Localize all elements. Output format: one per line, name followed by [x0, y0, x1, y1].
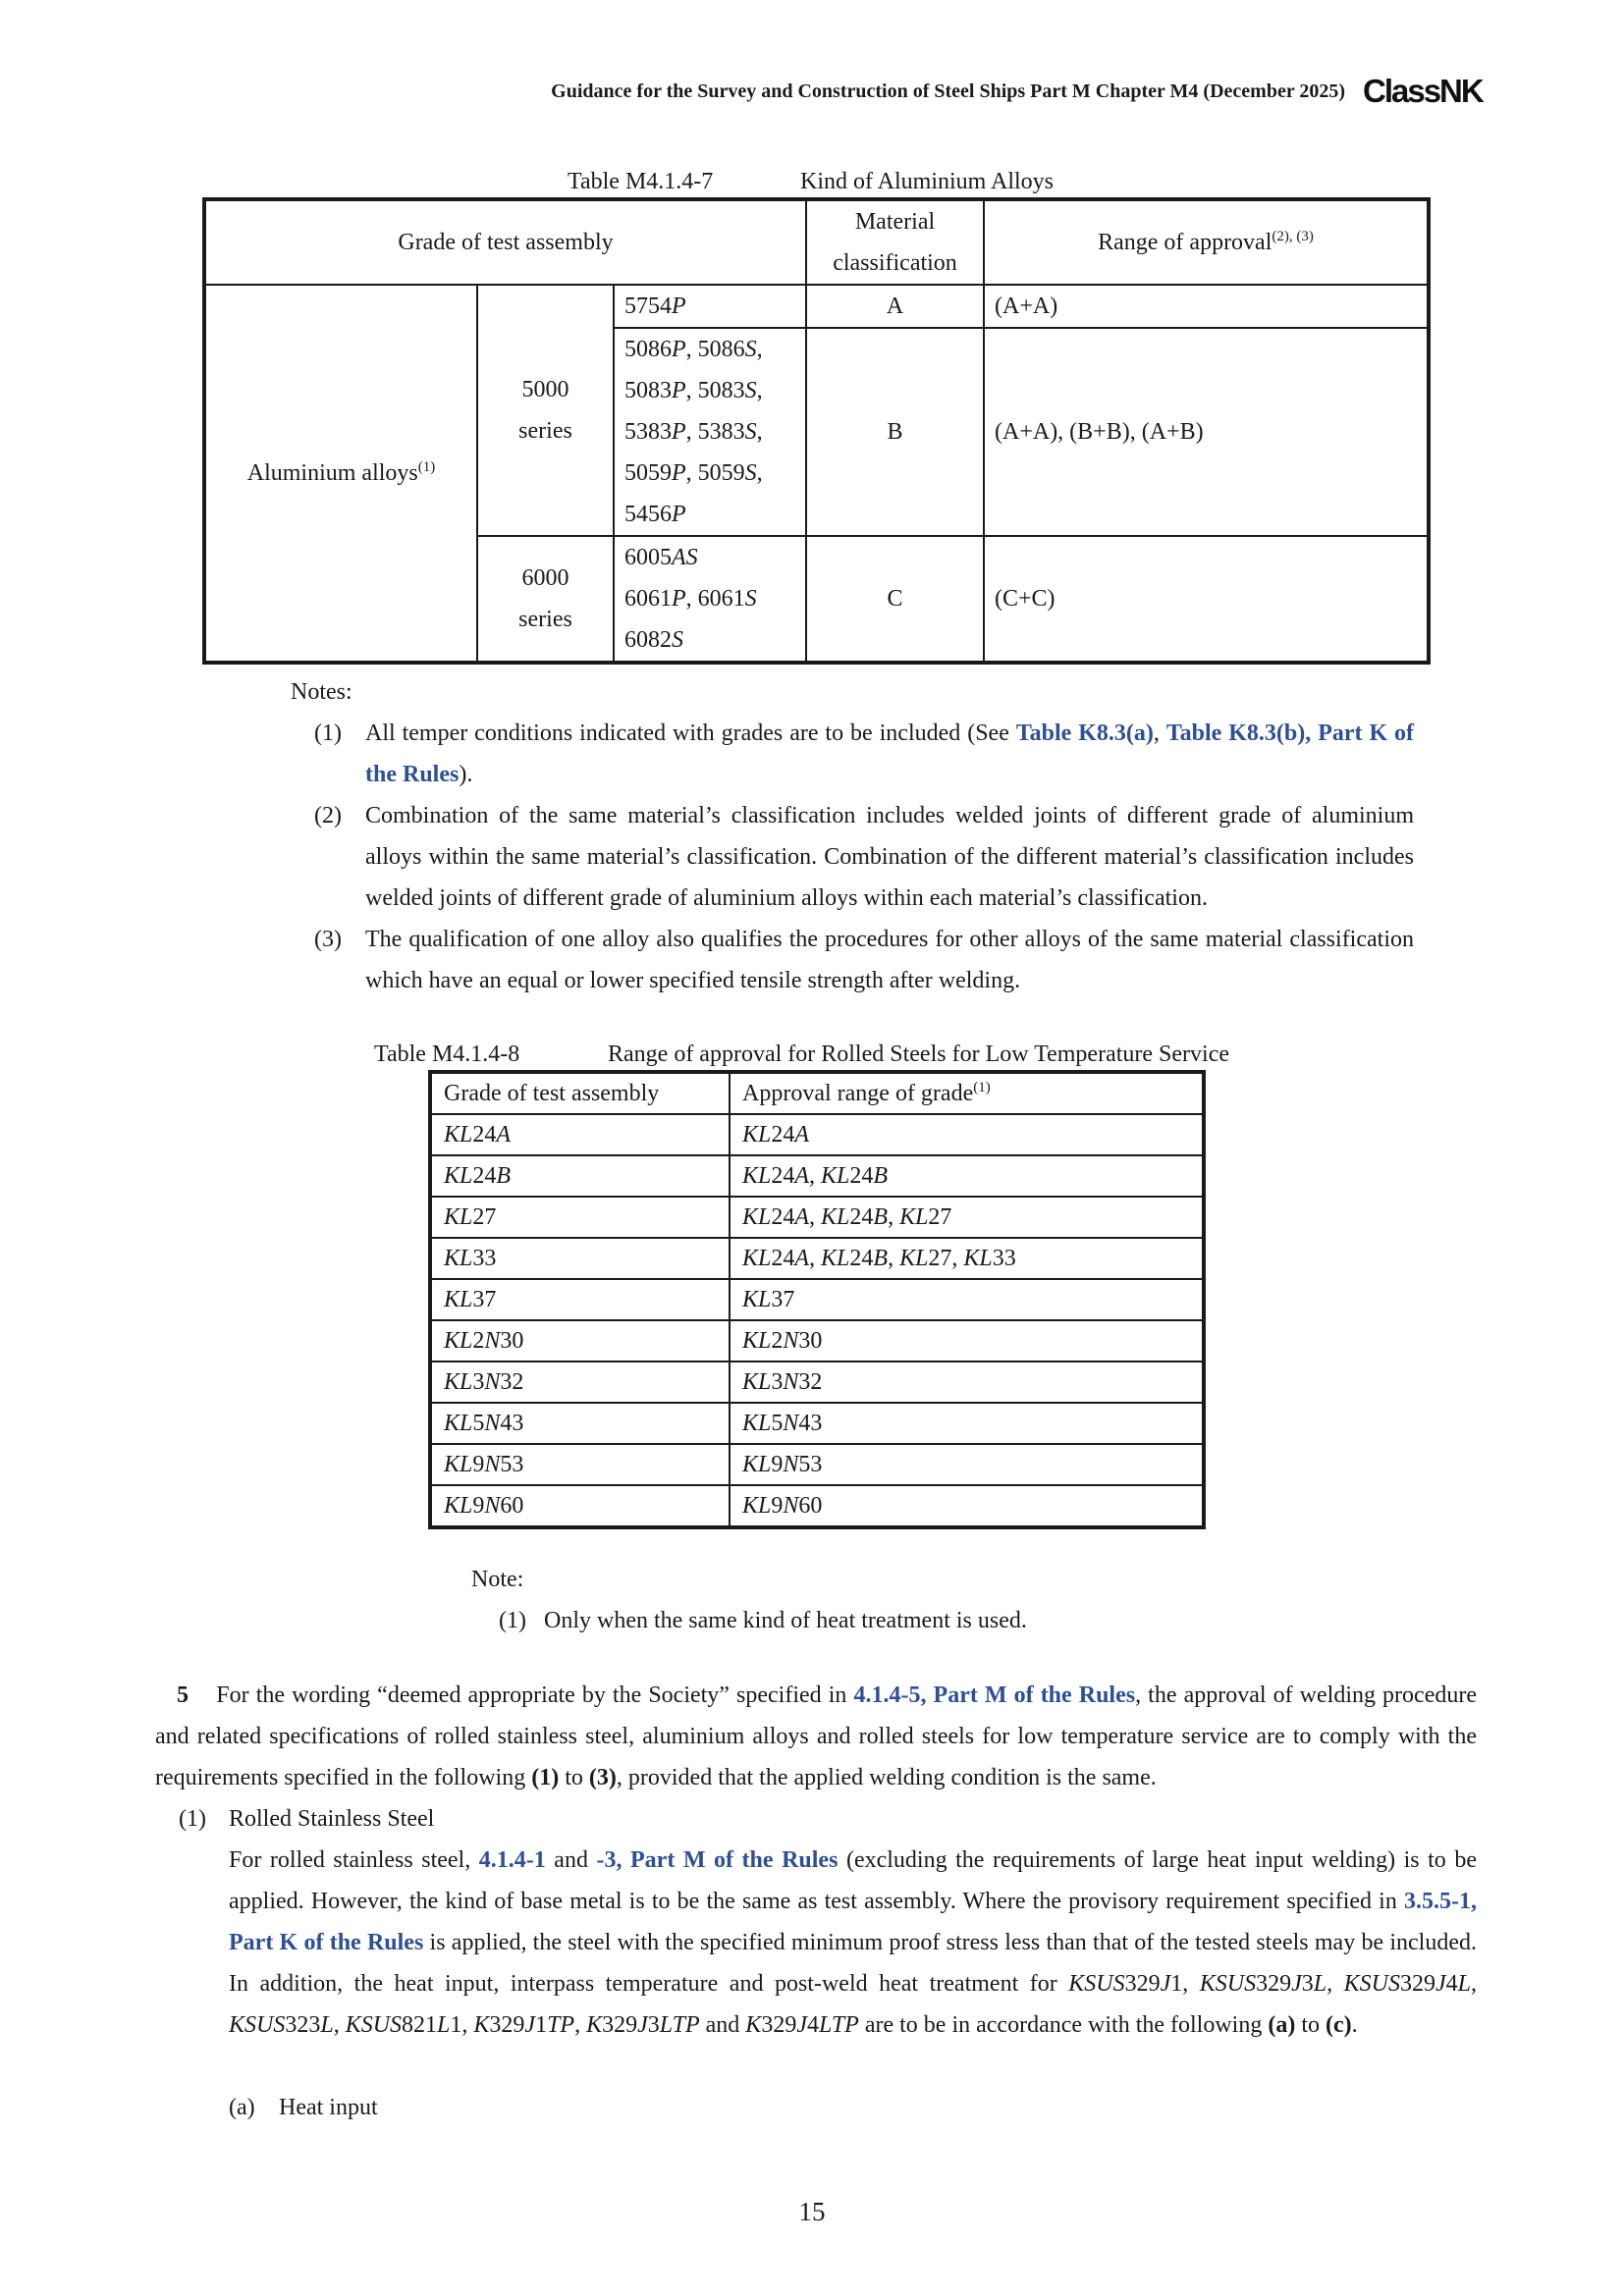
link-4-1-4-3[interactable]: -3, Part M of the Rules [596, 1847, 839, 1873]
series-5000-line2: series [518, 418, 572, 444]
approval-range-value: KL2N30 [742, 1328, 823, 1354]
range-a-cell [984, 285, 1429, 328]
note-2-text: Combination of the same material’s classification includes welded joints of different grade of aluminium alloys within the same material’s classification. Combination of the different material’s classification includes welded joints of different grade of aluminium alloys within each material’s classification. [365, 803, 1414, 911]
header-range: Approval range of grade [742, 1081, 974, 1106]
table-row [430, 1320, 1204, 1362]
alloy-a-cell [614, 285, 806, 328]
paragraph-5-text-2: , the approval of welding procedure and related specifications of rolled stainless steel, aluminium alloys and rolled steels for low temperature service are to comply with the requirements specified in the following [155, 1682, 1478, 1790]
grade-value: KL9N53 [444, 1452, 524, 1477]
table-row [430, 1155, 1204, 1197]
separator: , [1471, 1971, 1477, 1997]
grade-cell [430, 1362, 730, 1403]
item-1-text-1: For rolled stainless steel, [229, 1847, 479, 1873]
group-note-ref: (1) [417, 459, 436, 475]
series-6000-line1: 6000 [521, 565, 569, 591]
aluminium-alloys-table [202, 197, 1431, 665]
table-row [430, 1072, 1204, 1114]
classnk-logo: ClassNK [1363, 73, 1483, 109]
approval-range-value: KL24A [742, 1122, 810, 1148]
header-grade-cell [430, 1072, 730, 1114]
approval-range-cell [730, 1444, 1204, 1485]
grade-value: KL3N32 [444, 1369, 524, 1395]
page-number: 15 [798, 2197, 826, 2226]
separator: , [333, 2012, 346, 2038]
group-cell [204, 285, 477, 663]
note-1-number: (1) [314, 721, 342, 746]
class-b: B [887, 419, 903, 445]
separator: , [574, 2012, 587, 2038]
range-b: (A+A), (B+B), (A+B) [995, 419, 1204, 445]
series-5000-line1: 5000 [521, 377, 569, 402]
steel-grade: K329J4LTP [745, 2012, 859, 2038]
approval-range-value: KL9N60 [742, 1493, 823, 1519]
conjunction: and [699, 2012, 746, 2038]
grade-cell [430, 1114, 730, 1155]
grade-value: KL27 [444, 1204, 497, 1230]
separator: , [1326, 1971, 1344, 1997]
range-b-cell [984, 328, 1429, 536]
table-row [430, 1403, 1204, 1444]
grade-value: KL9N60 [444, 1493, 524, 1519]
alloy-b-line1: 5086P, 5086S, [624, 337, 763, 362]
alloy-b-line2: 5083P, 5083S, [624, 378, 763, 403]
class-a-cell [806, 285, 984, 328]
table1-caption-title: Kind of Aluminium Alloys [800, 169, 1055, 194]
header-range-cell [984, 199, 1429, 285]
link-table-k8-3a[interactable]: Table K8.3(a) [1015, 721, 1154, 746]
grade-cell [430, 1444, 730, 1485]
note-table2-1-number: (1) [499, 1608, 526, 1633]
item-1-ref-c: (c) [1326, 2012, 1352, 2038]
header-material-line1: Material [854, 209, 936, 235]
approval-range-cell [730, 1362, 1204, 1403]
note-label: Note: [471, 1567, 524, 1592]
grade-cell [430, 1320, 730, 1362]
item-1-body [229, 1840, 1477, 2046]
table-row [430, 1485, 1204, 1527]
grade-value: KL2N30 [444, 1328, 524, 1354]
approval-range-cell [730, 1403, 1204, 1444]
approval-range-value: KL3N32 [742, 1369, 823, 1395]
header-range-cell [730, 1072, 1204, 1114]
table-row [430, 1238, 1204, 1279]
header-material-cell [806, 199, 984, 285]
item-1-title: Rolled Stainless Steel [229, 1806, 435, 1832]
item-1-number: (1) [179, 1806, 206, 1832]
approval-range-value: KL24A, KL24B [742, 1163, 889, 1189]
alloy-c-line2: 6061P, 6061S [624, 586, 757, 612]
table-row [430, 1362, 1204, 1403]
running-header: Guidance for the Survey and Construction of Steel Ships Part M Chapter M4 (December 2025) [551, 80, 1345, 102]
alloy-b-cell [614, 328, 806, 536]
link-4-1-4-1[interactable]: 4.1.4-1 [478, 1847, 546, 1873]
class-c-cell [806, 536, 984, 663]
separator: , [1182, 1971, 1200, 1997]
table1-caption-number: Table M4.1.4-7 [568, 169, 714, 194]
paragraph-5-ref-1: (1) [531, 1765, 560, 1790]
table2-caption-title: Range of approval for Rolled Steels for Low Temperature Service [608, 1041, 1229, 1067]
approval-range-cell [730, 1485, 1204, 1527]
paragraph-5-text-1: For the wording “deemed appropriate by the Society” specified in [216, 1682, 854, 1708]
approval-range-cell [730, 1114, 1204, 1155]
note-table2-1 [499, 1600, 1027, 1641]
approval-range-value: KL9N53 [742, 1452, 823, 1477]
grade-value: KL24B [444, 1163, 512, 1189]
item-1-ref-a: (a) [1268, 2012, 1296, 2038]
table-row [430, 1197, 1204, 1238]
approval-range-value: KL5N43 [742, 1411, 823, 1436]
approval-range-cell [730, 1155, 1204, 1197]
steel-grade: KSUS329J4L [1343, 1971, 1471, 1997]
paragraph-5-text-3: to [559, 1765, 589, 1790]
table-row [204, 199, 1429, 285]
table-row [430, 1279, 1204, 1320]
grade-cell [430, 1279, 730, 1320]
grade-value: KL24A [444, 1122, 512, 1148]
grade-cell [430, 1197, 730, 1238]
range-c-cell [984, 536, 1429, 663]
approval-range-cell [730, 1197, 1204, 1238]
steel-grade: KSUS329J1 [1068, 1971, 1183, 1997]
series-6000-line2: series [518, 607, 572, 632]
note-1 [314, 713, 1414, 795]
note-table2-1-text: Only when the same kind of heat treatment is used. [543, 1608, 1027, 1633]
approval-range-value: KL24A, KL24B, KL27, KL33 [742, 1246, 1016, 1271]
approval-range-value: KL37 [742, 1287, 795, 1312]
table-row [204, 285, 1429, 328]
header-range-note-ref: (1) [973, 1080, 991, 1095]
approval-range-cell [730, 1320, 1204, 1362]
series-6000-cell [477, 536, 614, 663]
alloy-b-line4: 5059P, 5059S, [624, 460, 763, 486]
steel-grade: KSUS821L1 [345, 2012, 462, 2038]
item-1-text-3: (excluding the requirements of large heat input welding) is to be applied. However, the kind of base metal is to be the same as test assembly. Where the provisory requirement specified in [229, 1847, 1477, 1914]
grade-value: KL33 [444, 1246, 497, 1271]
low-temperature-steels-table [428, 1070, 1206, 1529]
note-1-end: ). [459, 762, 473, 787]
header-grade: Grade of test assembly [444, 1081, 660, 1106]
alloy-b-line3: 5383P, 5383S, [624, 419, 763, 445]
header-range-note-ref: (2), (3) [1272, 229, 1314, 244]
class-b-cell [806, 328, 984, 536]
paragraph-5 [155, 1675, 1477, 1798]
header-grade: Grade of test assembly [398, 230, 614, 255]
paragraph-5-number: 5 [177, 1682, 189, 1708]
note-2 [314, 795, 1414, 919]
grade-cell [430, 1403, 730, 1444]
steel-grade: KSUS329J3L [1199, 1971, 1327, 1997]
alloy-c-line3: 6082S [624, 627, 683, 653]
note-2-number: (2) [314, 803, 342, 828]
link-table-k8-3b[interactable]: Table K8.3(b), Part K of the Rules [365, 721, 1415, 787]
alloy-c-line1: 6005AS [624, 545, 698, 570]
approval-range-cell [730, 1279, 1204, 1320]
header-grade-cell [204, 199, 806, 285]
item-1-text-7: . [1351, 2012, 1358, 2038]
header-range: Range of approval [1098, 230, 1272, 255]
table2-caption-number: Table M4.1.4-8 [374, 1041, 520, 1067]
subitem-a-number: (a) [229, 2095, 255, 2120]
grade-value: KL5N43 [444, 1411, 524, 1436]
note-1-separator: , [1153, 721, 1166, 746]
range-c: (C+C) [995, 586, 1056, 612]
paragraph-5-ref-3: (3) [588, 1765, 617, 1790]
item-1-text-4: is applied, the steel with the specified minimum proof stress less than that of the tested steels may be included. In addition, the heat input, interpass temperature and post-weld heat treatment for [229, 1930, 1477, 1997]
item-1-text-6: to [1295, 2012, 1326, 2038]
alloy-c-cell [614, 536, 806, 663]
alloy-a: 5754P [624, 294, 686, 319]
notes-label: Notes: [291, 679, 352, 705]
note-3-text: The qualification of one alloy also qualifies the procedures for other alloys of the same material classification which have an equal or lower specified tensile strength after welding. [365, 927, 1414, 993]
grade-cell [430, 1155, 730, 1197]
approval-range-cell [730, 1238, 1204, 1279]
alloy-b-line5: 5456P [624, 502, 686, 527]
subitem-a-title: Heat input [279, 2095, 378, 2120]
class-c: C [887, 586, 903, 612]
item-1-text-5: are to be in accordance with the following [858, 2012, 1269, 2038]
link-4-1-4-5[interactable]: 4.1.4-5, Part M of the Rules [853, 1682, 1136, 1708]
steel-grade: K329J1TP [473, 2012, 575, 2038]
grade-value: KL37 [444, 1287, 497, 1312]
note-3-number: (3) [314, 927, 342, 952]
grade-cell [430, 1238, 730, 1279]
table-row [430, 1114, 1204, 1155]
group-label: Aluminium alloys [246, 460, 418, 486]
item-1-text-2: and [545, 1847, 597, 1873]
paragraph-5-text-4: , provided that the applied welding condition is the same. [616, 1765, 1157, 1790]
steel-grade: KSUS323L [229, 2012, 334, 2038]
approval-range-value: KL24A, KL24B, KL27 [742, 1204, 952, 1230]
separator: , [461, 2012, 474, 2038]
note-1-text: All temper conditions indicated with grades are to be included (See [365, 721, 1016, 746]
grade-cell [430, 1485, 730, 1527]
range-a: (A+A) [995, 294, 1058, 319]
header-material-line2: classification [833, 250, 957, 276]
note-3 [314, 919, 1414, 1001]
link-3-5-5-1[interactable]: 3.5.5-1, Part K of the Rules [229, 1889, 1477, 1955]
steel-grade: K329J3LTP [586, 2012, 700, 2038]
series-5000-cell [477, 285, 614, 536]
table-row [430, 1444, 1204, 1485]
class-a: A [886, 294, 904, 319]
